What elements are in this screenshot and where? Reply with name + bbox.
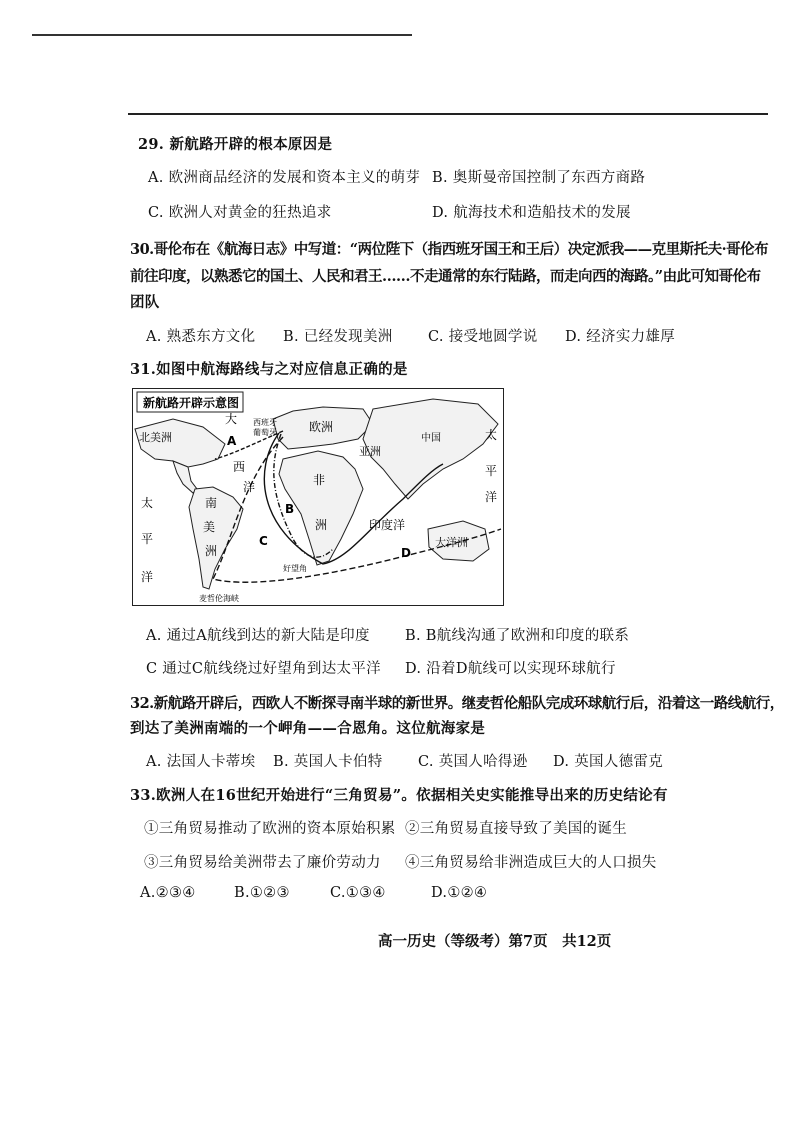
- page-footer: 高一历史（等级考）第7页 共12页: [378, 933, 612, 950]
- q30-option-b: B. 已经发现美洲: [283, 329, 393, 345]
- q33-statement-1: ①三角贸易推动了欧洲的资本原始积累: [144, 821, 396, 837]
- q33-option-c: C.①③④: [330, 885, 386, 901]
- scan-top-line: [32, 34, 412, 36]
- route-label-b: B: [285, 502, 295, 516]
- map-label-indian-ocean: 印度洋: [369, 518, 406, 532]
- map-label-strait-of-magellan: 麦哲伦海峡: [199, 594, 239, 603]
- map-title: 新航路开辟示意图: [143, 396, 240, 410]
- map-label-pacific-east-1: 太: [485, 428, 498, 442]
- q33-option-a: A.②③④: [140, 885, 196, 901]
- q33-statement-2: ②三角贸易直接导致了美国的诞生: [405, 821, 627, 837]
- map-label-pacific-west-1: 太: [141, 496, 154, 510]
- map-label-south-america-2: 美: [203, 520, 216, 534]
- q33-option-b: B.①②③: [234, 885, 290, 901]
- q29-option-b: B. 奥斯曼帝国控制了东西方商路: [432, 170, 646, 186]
- q32-option-d: D. 英国人德雷克: [553, 754, 664, 770]
- q32-stem-line1: 32.新航路开辟后，西欧人不断探寻南半球的新世界。继麦哲伦船队完成环球航行后，沿着这一路线航行，: [130, 695, 784, 712]
- map-label-south-america-3: 洲: [205, 544, 218, 558]
- q33-option-d: D.①②④: [431, 885, 488, 901]
- map-label-portugal: 葡萄牙: [253, 428, 277, 437]
- map-label-asia: 亚洲: [359, 445, 381, 458]
- map-label-pacific-east-2: 平: [485, 464, 498, 478]
- map-label-south-america-1: 南: [205, 496, 218, 510]
- q29-stem: 29. 新航路开辟的根本原因是: [138, 136, 333, 153]
- route-label-c: C: [259, 534, 268, 548]
- q30-stem-line1: 30.哥伦布在《航海日志》中写道：“两位陛下（指西班牙国王和王后）决定派我——克里斯托夫·哥伦布: [130, 241, 769, 258]
- map-label-europe: 欧洲: [309, 420, 334, 434]
- map-label-africa-2: 洲: [315, 518, 328, 532]
- map-label-north-america: 北美洲: [139, 431, 172, 444]
- map-label-pacific-west-3: 洋: [141, 570, 154, 584]
- q29-option-c: C. 欧洲人对黄金的狂热追求: [148, 205, 332, 221]
- map-label-pacific-west-2: 平: [141, 532, 154, 546]
- q32-option-a: A. 法国人卡蒂埃: [146, 754, 256, 770]
- navigation-map: [132, 388, 504, 606]
- q30-stem-line2: 前往印度，以熟悉它的国土、人民和君王……不走通常的东行陆路，而走向西的海路。”由此可知哥伦布: [130, 268, 761, 285]
- q30-stem-line3: 团队: [130, 294, 160, 311]
- q32-option-c: C. 英国人哈得逊: [418, 754, 528, 770]
- route-label-d: D: [401, 546, 411, 560]
- q30-option-c: C. 接受地圆学说: [428, 329, 538, 345]
- map-label-atlantic-3: 洋: [243, 480, 256, 494]
- header-rule: [128, 113, 768, 115]
- q31-option-d: D. 沿着D航线可以实现环球航行: [405, 661, 616, 677]
- q32-option-b: B. 英国人卡伯特: [273, 754, 383, 770]
- q30-option-a: A. 熟悉东方文化: [146, 329, 256, 345]
- map-label-china: 中国: [421, 433, 441, 444]
- navigation-map-svg: [133, 389, 503, 605]
- q30-option-d: D. 经济实力雄厚: [565, 329, 676, 345]
- q29-option-a: A. 欧洲商品经济的发展和资本主义的萌芽: [148, 170, 421, 186]
- q32-stem-line2: 到达了美洲南端的一个岬角——合恩角。这位航海家是: [130, 720, 486, 737]
- q33-stem: 33.欧洲人在16世纪开始进行“三角贸易”。依据相关史实能推导出来的历史结论有: [130, 787, 668, 804]
- q29-option-d: D. 航海技术和造船技术的发展: [432, 205, 631, 221]
- q33-statement-4: ④三角贸易给非洲造成巨大的人口损失: [405, 855, 657, 871]
- q31-option-c: C 通过C航线绕过好望角到达太平洋: [146, 661, 381, 677]
- map-label-spain: 西班牙: [253, 418, 277, 427]
- map-label-africa-1: 非: [313, 473, 326, 487]
- q33-statement-3: ③三角贸易给美洲带去了廉价劳动力: [144, 855, 381, 871]
- route-label-a: A: [227, 434, 237, 448]
- q31-option-b: B. B航线沟通了欧洲和印度的联系: [405, 628, 630, 644]
- map-label-oceania: 大洋洲: [435, 536, 468, 549]
- map-label-atlantic-1: 大: [225, 412, 238, 426]
- q31-stem: 31.如图中航海路线与之对应信息正确的是: [130, 361, 408, 378]
- map-label-atlantic-2: 西: [233, 460, 246, 474]
- map-label-cape-of-good-hope: 好望角: [283, 564, 307, 573]
- map-label-pacific-east-3: 洋: [485, 490, 498, 504]
- asia-shape: [363, 399, 498, 499]
- q31-option-a: A. 通过A航线到达的新大陆是印度: [146, 628, 370, 644]
